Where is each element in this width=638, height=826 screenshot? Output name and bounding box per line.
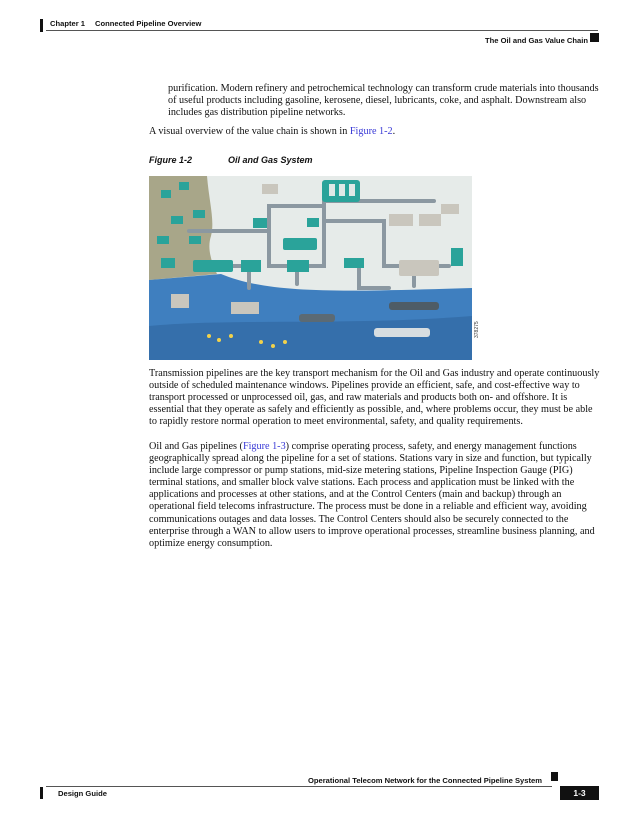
paragraph-overview [149, 126, 601, 138]
offshore-platform-icon [262, 184, 278, 194]
header-rule [46, 30, 598, 31]
figure-id: 378275 [474, 321, 480, 338]
header-bar [40, 19, 43, 32]
metering-station-icon [344, 258, 364, 268]
overview-end: . [392, 126, 396, 137]
header-square [590, 33, 599, 42]
page-number: 1-3 [560, 786, 599, 800]
fpso-icon [299, 314, 335, 322]
gas-storage-icon [283, 238, 317, 250]
footer-square [551, 772, 558, 781]
lng-tanker-icon [374, 328, 430, 337]
oil-terminal-icon [399, 260, 439, 276]
storage-terminal-icon [389, 214, 413, 226]
oil-gas-system-illustration [149, 176, 472, 360]
paragraph-purification: purification. Modern refinery and petrochemical technology can transform crude materials into thousands of useful products including gasoline, kerosene, diesel, lubricants, coke, and asphalt. Downstream also includes gas distribution pipeline networks. [168, 83, 599, 119]
oil-tanker-icon [389, 302, 439, 310]
drilling-rig-icon [171, 294, 189, 308]
figure-title: Oil and Gas System [228, 155, 313, 165]
overview-text: A visual overview of the value chain is shown in [149, 126, 350, 137]
footer-bar [40, 787, 43, 799]
block-valve-icon [253, 218, 267, 228]
chapter-title: Connected Pipeline Overview [95, 19, 202, 28]
chapter-label: Chapter 1 [50, 19, 86, 28]
pump-station-icon [307, 218, 319, 227]
pipelines-text: Oil and Gas pipelines ( [149, 441, 243, 452]
section-title: The Oil and Gas Value Chain [485, 36, 588, 45]
pipelines-rest: ) comprise operating process, safety, and energy management functions geographically spread along the pipeline for a set of stations. Stations vary in size and function, but typically include large compressor or pump stations, mid-size metering stations, Pipeline Inspection Gauge (PIG) terminal stations, and smaller block valve stations. Each process and application must be linked with the applications and processes at other stations, and at the Control Centers (main and backup) through an operational field telecoms infrastructure. The process must be done in a reliable and efficient way, avoiding communications outages and data losses. The Control Centers should also be securely connected to the enterprise through a WAN to allow users to improve operational processes, streamline business planning, and optimize energy consumption. [149, 441, 595, 549]
export-terminal-icon [451, 248, 463, 266]
paragraph-transmission: Transmission pipelines are the key transport mechanism for the Oil and Gas industry and operate continuously outside of scheduled maintenance windows. Pipelines provide an efficient, safe, and cost-effective way to transport processed or unprocessed oil, gas, and raw materials and products both on- and offshore. It is essential that they operate as safely and efficiently as possible, and, where problems occur, they must be able to rapidly restore normal operation to meet environmental, safety, and quality requirements. [149, 368, 600, 428]
figure-label: Figure 1-2 [149, 155, 193, 165]
gas-processing-icon [193, 260, 233, 272]
distribution-icon [419, 214, 441, 226]
production-platform-icon [231, 302, 259, 314]
footer-doc-title: Operational Telecom Network for the Connected Pipeline System [307, 776, 542, 785]
figure-1-3-link[interactable]: Figure 1-3 [242, 441, 286, 452]
retail-icon [441, 204, 459, 214]
figure-1-2-link[interactable]: Figure 1-2 [349, 126, 393, 137]
footer-rule [46, 786, 552, 787]
footer-guide-label: Design Guide [58, 789, 107, 798]
lng-terminal-icon [287, 260, 309, 272]
paragraph-pipelines [149, 441, 601, 550]
header-chapter [50, 19, 201, 28]
compressor-station-icon [241, 260, 261, 272]
